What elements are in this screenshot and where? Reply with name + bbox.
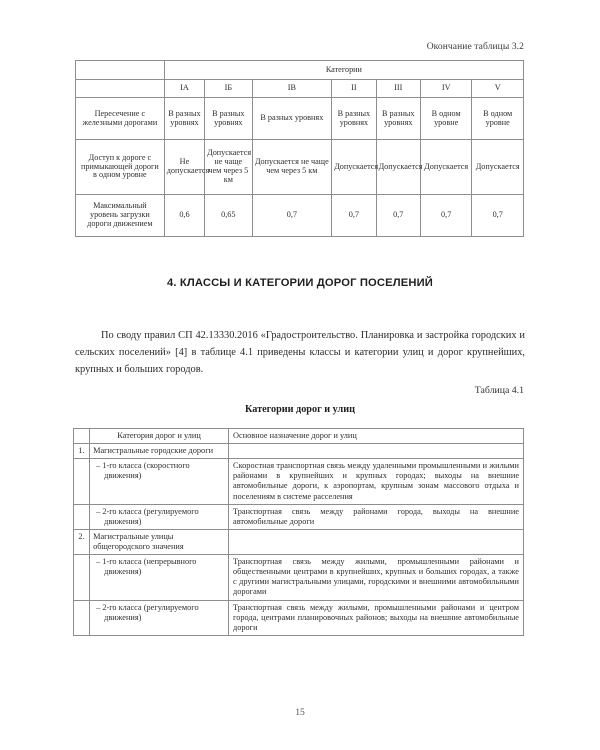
table-row xyxy=(74,444,524,459)
row-purpose-1 xyxy=(229,444,524,459)
cell-railway-4: В одном уровне xyxy=(420,98,471,140)
table-row xyxy=(74,529,524,554)
cell-railway-2: В разных уровнях xyxy=(332,98,376,140)
row-purpose-2-1: Транспортная связь между жилыми, промышленными районами и общественными центрами в крупнейших, крупных и больших городах, а также с другими магистральными улицами, городскими и внешними автомобильными дорогами xyxy=(229,555,524,600)
row-category-1-2: – 2-го класса (регулируемого движения) xyxy=(90,504,229,529)
cell-load-3: 0,7 xyxy=(376,195,420,237)
cell-railway-1a: В разных уровнях xyxy=(164,98,204,140)
cell-load-1a: 0,6 xyxy=(164,195,204,237)
cell-load-1v: 0,7 xyxy=(252,195,332,237)
row-num-1-1 xyxy=(74,459,90,504)
row-category-1-1: – 1-го класса (скоростного движения) xyxy=(90,459,229,504)
row-num-1-2 xyxy=(74,504,90,529)
running-head: Окончание таблицы 3.2 xyxy=(426,42,524,52)
table-row xyxy=(76,98,524,140)
cell-load-1b: 0,65 xyxy=(205,195,252,237)
table-row xyxy=(76,140,524,195)
column-code-4: IV xyxy=(420,80,471,98)
cell-access-2: Допускается xyxy=(332,140,376,195)
cell-access-5: Допускается xyxy=(472,140,524,195)
cell-load-2: 0,7 xyxy=(332,195,376,237)
cell-load-4: 0,7 xyxy=(420,195,471,237)
table-4-1-title: Категории дорог и улиц xyxy=(245,404,355,415)
cell-railway-5: В одном уровне xyxy=(472,98,524,140)
table-4-1 xyxy=(73,428,524,636)
row-purpose-2 xyxy=(229,529,524,554)
row-category-1: Магистральные городские дороги xyxy=(90,444,229,459)
row-category-2-1: – 1-го класса (непрерывного движения) xyxy=(90,555,229,600)
table-row xyxy=(74,459,524,504)
corner-cell-2 xyxy=(76,80,165,98)
column-code-2: II xyxy=(332,80,376,98)
table-row-column-codes xyxy=(76,80,524,98)
row-num-2-1 xyxy=(74,555,90,600)
column-code-1a: IА xyxy=(164,80,204,98)
cell-railway-1b: В разных уровнях xyxy=(205,98,252,140)
row-label-railway-crossing: Пересечение с железными дорогами xyxy=(76,98,165,140)
row-label-road-access: Доступ к дороге с примыкающей дороги в одном уровне xyxy=(76,140,165,195)
row-purpose-1-1: Скоростная транспортная связь между удаленными промышленными и жилыми районами в крупнейших и крупных городах; выходы на внешние автомобильные дороги, к аэропортам, крупным зонам массового отдыха и поселениям в системе расселения xyxy=(229,459,524,504)
cell-load-5: 0,7 xyxy=(472,195,524,237)
row-category-2-2: – 2-го класса (регулируемого движения) xyxy=(90,600,229,635)
header-cell-purpose: Основное назначение дорог и улиц xyxy=(229,429,524,444)
body-paragraph: По своду правил СП 42.13330.2016 «Градостроительство. Планировка и застройка городских и сельских поселений» [4] в таблице 4.1 приведены классы и категории улиц и дорог крупнейших, крупных и больших городов. xyxy=(75,330,525,376)
header-cell-category: Категория дорог и улиц xyxy=(90,429,229,444)
row-purpose-2-2: Транспортная связь между жилыми, промышленными районами и центром города, центрами планировочных районов; выходы на внешние автомобильные дороги xyxy=(229,600,524,635)
table-header-row xyxy=(74,429,524,444)
table-row xyxy=(74,600,524,635)
row-category-2: Магистральные улицы общегородского значения xyxy=(90,529,229,554)
header-cell-num xyxy=(74,429,90,444)
cell-access-1b: Допускается не чаще чем через 5 км xyxy=(205,140,252,195)
cell-railway-1v: В разных уровнях xyxy=(252,98,332,140)
table-row xyxy=(74,504,524,529)
table-row xyxy=(76,195,524,237)
table-row xyxy=(74,555,524,600)
column-code-1v: IВ xyxy=(252,80,332,98)
table-row-group-header xyxy=(76,61,524,80)
cell-access-1v: Допускается не чаще чем через 5 км xyxy=(252,140,332,195)
row-num-2: 2. xyxy=(74,529,90,554)
row-label-max-load: Максимальный уровень загрузки дороги движением xyxy=(76,195,165,237)
cell-access-1a: Не допускается xyxy=(164,140,204,195)
table-4-1-number: Таблица 4.1 xyxy=(474,385,524,396)
section-heading: 4. КЛАССЫ И КАТЕГОРИИ ДОРОГ ПОСЕЛЕНИЙ xyxy=(167,277,433,289)
column-code-3: III xyxy=(376,80,420,98)
row-num-2-2 xyxy=(74,600,90,635)
column-code-5: V xyxy=(472,80,524,98)
cell-railway-3: В разных уровнях xyxy=(376,98,420,140)
categories-group-header: Категории xyxy=(164,61,523,80)
row-num-1: 1. xyxy=(74,444,90,459)
cell-access-4: Допускается xyxy=(420,140,471,195)
page-number: 15 xyxy=(295,707,305,718)
row-purpose-1-2: Транспортная связь между районами города, выходы на внешние автомобильные дороги xyxy=(229,504,524,529)
corner-cell xyxy=(76,61,165,80)
column-code-1b: IБ xyxy=(205,80,252,98)
table-3-2 xyxy=(75,60,524,237)
cell-access-3: Допускается xyxy=(376,140,420,195)
